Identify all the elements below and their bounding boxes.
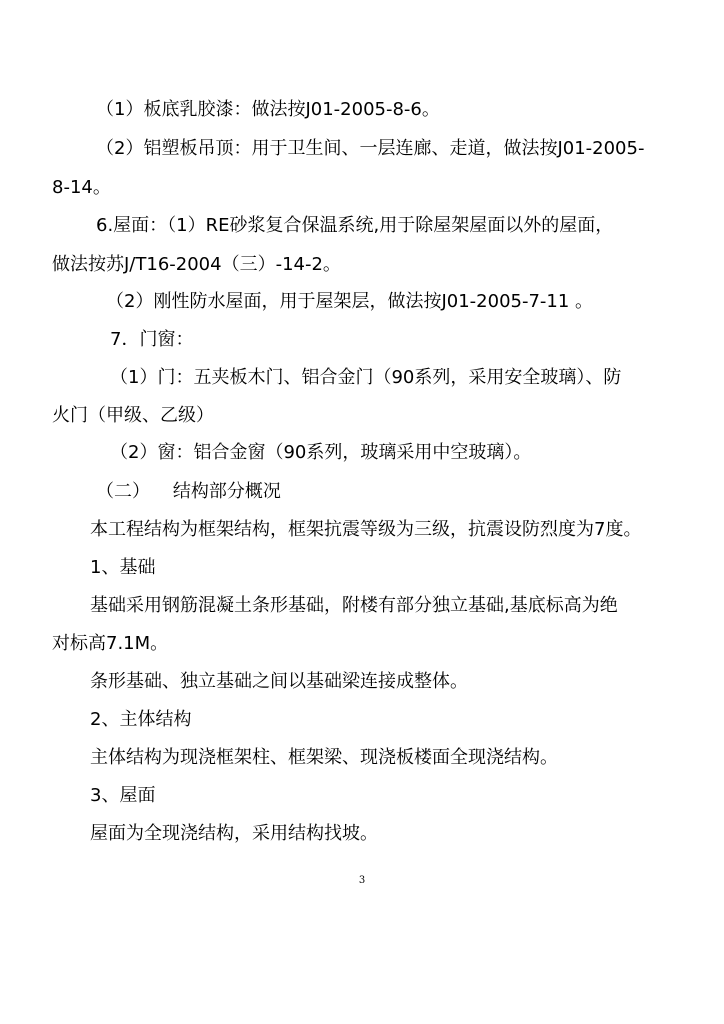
text-line: 对标高7.1M。 <box>52 633 169 654</box>
page-number: 3 <box>358 875 366 886</box>
text-line: （2）铝塑板吊顶：用于卫生间、一层连廊、走道，做法按J01-2005- <box>96 138 645 159</box>
text-line: 做法按苏J/T16-2004（三）-14-2。 <box>52 254 341 275</box>
text-line: （2）窗：铝合金窗（90系列，玻璃采用中空玻璃）。 <box>110 442 532 463</box>
text-line: 基础采用钢筋混凝土条形基础，附楼有部分独立基础,基底标高为绝 <box>90 595 618 616</box>
subsection-heading: 2、主体结构 <box>90 709 192 730</box>
text-line: （2）刚性防水屋面，用于屋架层，做法按J01-2005-7-11 。 <box>106 291 594 312</box>
text-line: 6.屋面：（1）RE砂浆复合保温系统,用于除屋架屋面以外的屋面， <box>96 215 614 236</box>
subsection-heading: 3、屋面 <box>90 785 156 806</box>
text-line: 屋面为全现浇结构，采用结构找坡。 <box>90 823 378 844</box>
subsection-heading: 1、基础 <box>90 557 156 578</box>
text-line: 7．门窗： <box>110 329 194 350</box>
text-line: （1）板底乳胶漆：做法按J01-2005-8-6。 <box>96 99 440 120</box>
text-line: 火门（甲级、乙级） <box>52 405 214 426</box>
text-line: 本工程结构为框架结构，框架抗震等级为三级，抗震设防烈度为7度。 <box>90 519 642 540</box>
section-heading: （二） 结构部分概况 <box>96 481 281 502</box>
text-line: 条形基础、独立基础之间以基础梁连接成整体。 <box>90 671 468 692</box>
text-line: 主体结构为现浇框架柱、框架梁、现浇板楼面全现浇结构。 <box>90 747 558 768</box>
text-line: （1）门：五夹板木门、铝合金门（90系列，采用安全玻璃）、防 <box>110 367 622 388</box>
text-line: 8-14。 <box>52 177 111 198</box>
